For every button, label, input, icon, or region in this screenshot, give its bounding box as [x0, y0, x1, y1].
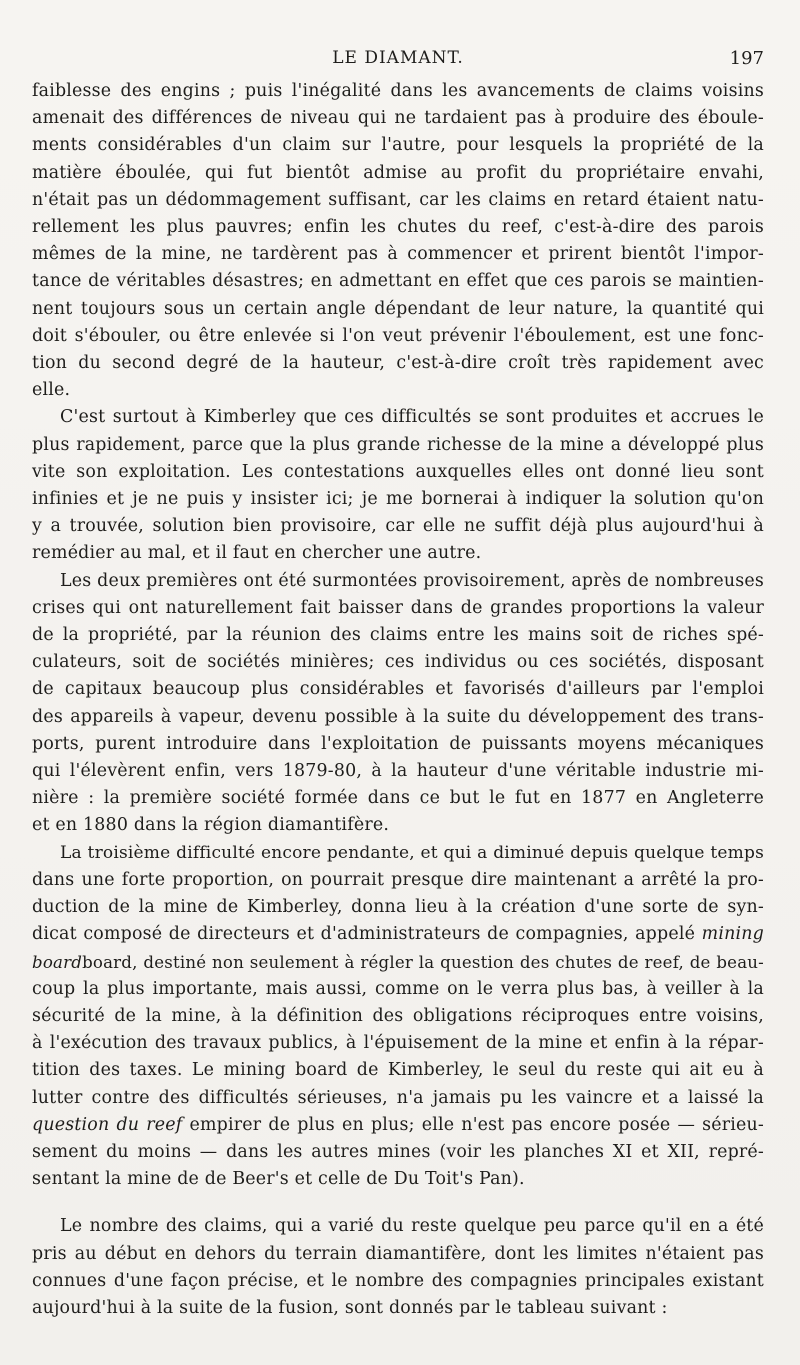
text-line: vite son exploitation. Les contestations auxquelles elles ont donné lieu sont — [32, 461, 764, 482]
text-line: C'est surtout à Kimberley que ces difficultés se sont produites et accrues le — [60, 407, 764, 428]
text-segment: dicat composé de directeurs et d'administrateurs de compagnies, appelé — [32, 924, 702, 945]
text-line: qui l'élevèrent enfin, vers 1879-80, à la hauteur d'une véritable industrie mi- — [32, 761, 764, 782]
paragraph-gap — [32, 1193, 764, 1213]
body-text — [32, 78, 764, 1322]
running-title: LE DIAMANT. — [332, 48, 464, 68]
text-line: remédier au mal, et il faut en chercher une autre. — [32, 543, 482, 564]
text-line: tition des taxes. Le mining board de Kimberley, le seul du reste qui ait eu à — [32, 1060, 764, 1081]
text-line: doit s'ébouler, ou être enlevée si l'on veut prévenir l'éboulement, est une fonc- — [32, 325, 764, 346]
text-line: à l'exécution des travaux publics, à l'épuisement de la mine et enfin à la répar- — [32, 1033, 764, 1054]
text-line-with-italic — [32, 921, 764, 948]
text-line: nent toujours sous un certain angle dépendant de leur nature, la quantité qui — [32, 298, 764, 319]
text-line: matière éboulée, qui fut bientôt admise au profit du propriétaire envahi, — [32, 162, 764, 183]
text-line: n'était pas un dédommagement suffisant, car les claims en retard étaient natu- — [32, 189, 764, 210]
text-line: y a trouvée, solution bien provisoire, car elle ne suffit déjà plus aujourd'hui à — [32, 516, 764, 537]
text-line: faiblesse des engins ; puis l'inégalité dans les avancements de claims voisins — [32, 81, 764, 101]
text-segment: empirer de plus en plus; elle n'est pas encore posée — sérieu- — [182, 1114, 764, 1135]
text-line: infinies et je ne puis y insister ici; je me bornerai à indiquer la solution qu'on — [32, 489, 764, 510]
text-line: rellement les plus pauvres; enfin les chutes du reef, c'est-à-dire des parois — [32, 217, 764, 238]
paragraph-2 — [32, 404, 764, 567]
text-line: Les deux premières ont été surmontées provisoirement, après de nombreuses — [60, 570, 764, 591]
text-line: sentant la mine de de Beer's et celle de Du Toit's Pan). — [32, 1169, 525, 1190]
paragraph-3 — [32, 568, 764, 840]
paragraph-5 — [32, 1213, 764, 1322]
text-line: et en 1880 dans la région diamantifère. — [32, 815, 390, 836]
text-line-with-italic — [32, 1112, 764, 1139]
paragraph-1 — [32, 78, 764, 404]
text-line: ments considérables d'un claim sur l'autre, pour lesquels la propriété de la — [32, 135, 764, 156]
text-line: pris au début en dehors du terrain diamantifère, dont les limites n'étaient pas — [32, 1243, 764, 1264]
text-line: dans une forte proportion, on pourrait presque dire maintenant a arrêté la pro- — [32, 869, 764, 890]
text-line: plus rapidement, parce que la plus grande richesse de la mine a développé plus — [32, 434, 764, 455]
text-line: des appareils à vapeur, devenu possible à la suite du développement des trans- — [32, 706, 764, 727]
text-line: culateurs, soit de sociétés minières; ces individus ou ces sociétés, disposant — [32, 652, 764, 673]
text-line: amenait des différences de niveau qui ne tardaient pas à produire des éboule- — [32, 108, 764, 129]
italic-term: question du reef — [32, 1114, 183, 1135]
text-line: aujourd'hui à la suite de la fusion, sont donnés par le tableau suivant : — [32, 1297, 668, 1318]
italic-term: board — [32, 952, 83, 972]
text-line: elle. — [32, 380, 71, 401]
text-line-with-italic — [32, 949, 764, 976]
text-line: lutter contre des difficultés sérieuses, n'a jamais pu les vaincre et a laissé la — [32, 1087, 764, 1108]
text-line: sement du moins — dans les autres mines (voir les planches XI et XII, repré- — [32, 1141, 764, 1162]
text-line: mêmes de la mine, ne tardèrent pas à commencer et prirent bientôt l'impor- — [32, 244, 764, 265]
text-segment: board, destiné non seulement à régler la question des chutes de reef, de beau- — [82, 952, 764, 972]
text-line: La troisième difficulté encore pendante, et qui a diminué depuis quelque temps — [60, 842, 764, 863]
text-line: nière : la première société formée dans ce but le fut en 1877 en Angleterre — [32, 788, 764, 809]
text-line: connues d'une façon précise, et le nombre des compagnies principales existant — [32, 1270, 764, 1291]
text-line: tion du second degré de la hauteur, c'est-à-dire croît très rapidement avec — [32, 353, 764, 374]
page-header — [32, 44, 764, 74]
text-line: tance de véritables désastres; en admettant en effet que ces parois se maintien- — [32, 271, 764, 292]
paragraph-4 — [32, 840, 764, 1194]
text-line: duction de la mine de Kimberley, donna lieu à la création d'une sorte de syn- — [32, 897, 764, 918]
text-line: Le nombre des claims, qui a varié du reste quelque peu parce qu'il en a été — [60, 1216, 764, 1237]
text-line: sécurité de la mine, à la définition des obligations réciproques entre voisins, — [32, 1005, 764, 1026]
text-line: ports, purent introduire dans l'exploitation de puissants moyens mécaniques — [32, 733, 764, 754]
text-line: crises qui ont naturellement fait baisser dans de grandes proportions la valeur — [32, 597, 764, 618]
page-number: 197 — [729, 48, 764, 69]
text-line: de capitaux beaucoup plus considérables et favorisés d'ailleurs par l'emploi — [32, 679, 764, 700]
text-line: de la propriété, par la réunion des claims entre les mains soit de riches spé- — [32, 625, 764, 646]
italic-term: mining — [701, 924, 764, 945]
text-line: coup la plus importante, mais aussi, comme on le verra plus bas, à veiller à la — [32, 978, 764, 999]
